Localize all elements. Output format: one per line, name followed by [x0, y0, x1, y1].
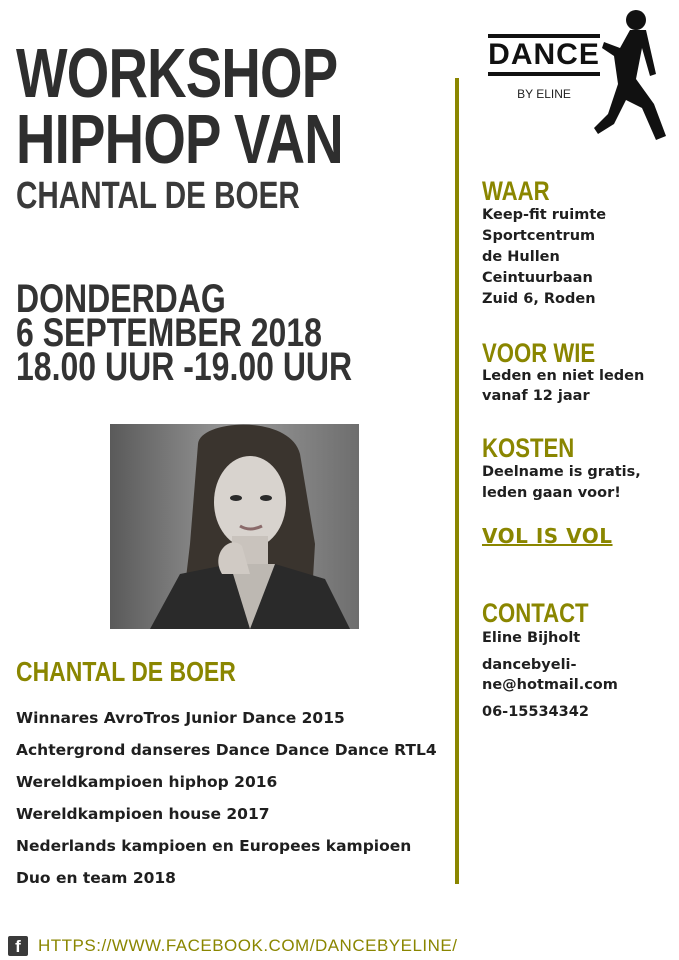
kosten-line: Deelname is gratis,	[482, 464, 641, 480]
achievement-item: Winnares AvroTros Junior Dance 2015	[16, 709, 345, 727]
portrait-illustration	[110, 424, 359, 629]
contact-phone[interactable]: 06-15534342	[482, 704, 589, 720]
waar-heading: WAAR	[482, 176, 550, 206]
dance-by-eline-logo	[486, 4, 674, 146]
title-line-2: HIPHOP VAN	[16, 100, 343, 178]
waar-line: de Hullen	[482, 249, 560, 265]
profile-name: CHANTAL DE BOER	[16, 656, 236, 687]
achievement-item: Nederlands kampioen en Europees kampioen	[16, 837, 412, 855]
subtitle: CHANTAL DE BOER	[16, 175, 300, 217]
achievement-item: Duo en team 2018	[16, 869, 176, 887]
waar-line: Zuid 6, Roden	[482, 291, 596, 307]
event-time: 18.00 UUR -19.00 UUR	[16, 345, 353, 389]
facebook-url-link[interactable]: HTTPS://WWW.FACEBOOK.COM/DANCEBYELINE/	[38, 936, 458, 955]
kosten-line: leden gaan voor!	[482, 485, 621, 501]
event-date: 6 SEPTEMBER 2018	[16, 311, 322, 355]
vol-is-vol-notice: VOL IS VOL	[482, 524, 613, 548]
achievement-item: Wereldkampioen house 2017	[16, 805, 270, 823]
achievement-item: Achtergrond danseres Dance Dance Dance RTL4	[16, 741, 437, 759]
dancer-silhouette-icon	[486, 4, 674, 146]
contact-email-line2[interactable]: ne@hotmail.com	[482, 677, 618, 693]
portrait-photo	[110, 424, 359, 629]
event-day: DONDERDAG	[16, 277, 226, 321]
logo-sub-text: BY ELINE	[517, 87, 571, 101]
waar-line: Ceintuurbaan	[482, 270, 593, 286]
logo-main-text: DANCE	[488, 38, 600, 71]
voor-wie-heading: VOOR WIE	[482, 338, 596, 368]
contact-name: Eline Bijholt	[482, 630, 581, 646]
kosten-heading: KOSTEN	[482, 433, 575, 463]
title-line-1: WORKSHOP	[16, 34, 338, 112]
vertical-divider	[455, 78, 459, 884]
achievement-item: Wereldkampioen hiphop 2016	[16, 773, 278, 791]
waar-line: Sportcentrum	[482, 228, 596, 244]
contact-email-line1[interactable]: dancebyeli-	[482, 657, 577, 673]
voor-wie-line: vanaf 12 jaar	[482, 388, 590, 404]
waar-line: Keep-fit ruimte	[482, 207, 607, 223]
facebook-icon: f	[8, 936, 28, 956]
facebook-footer[interactable]	[8, 936, 458, 956]
contact-heading: CONTACT	[482, 598, 589, 628]
voor-wie-line: Leden en niet leden	[482, 368, 645, 384]
